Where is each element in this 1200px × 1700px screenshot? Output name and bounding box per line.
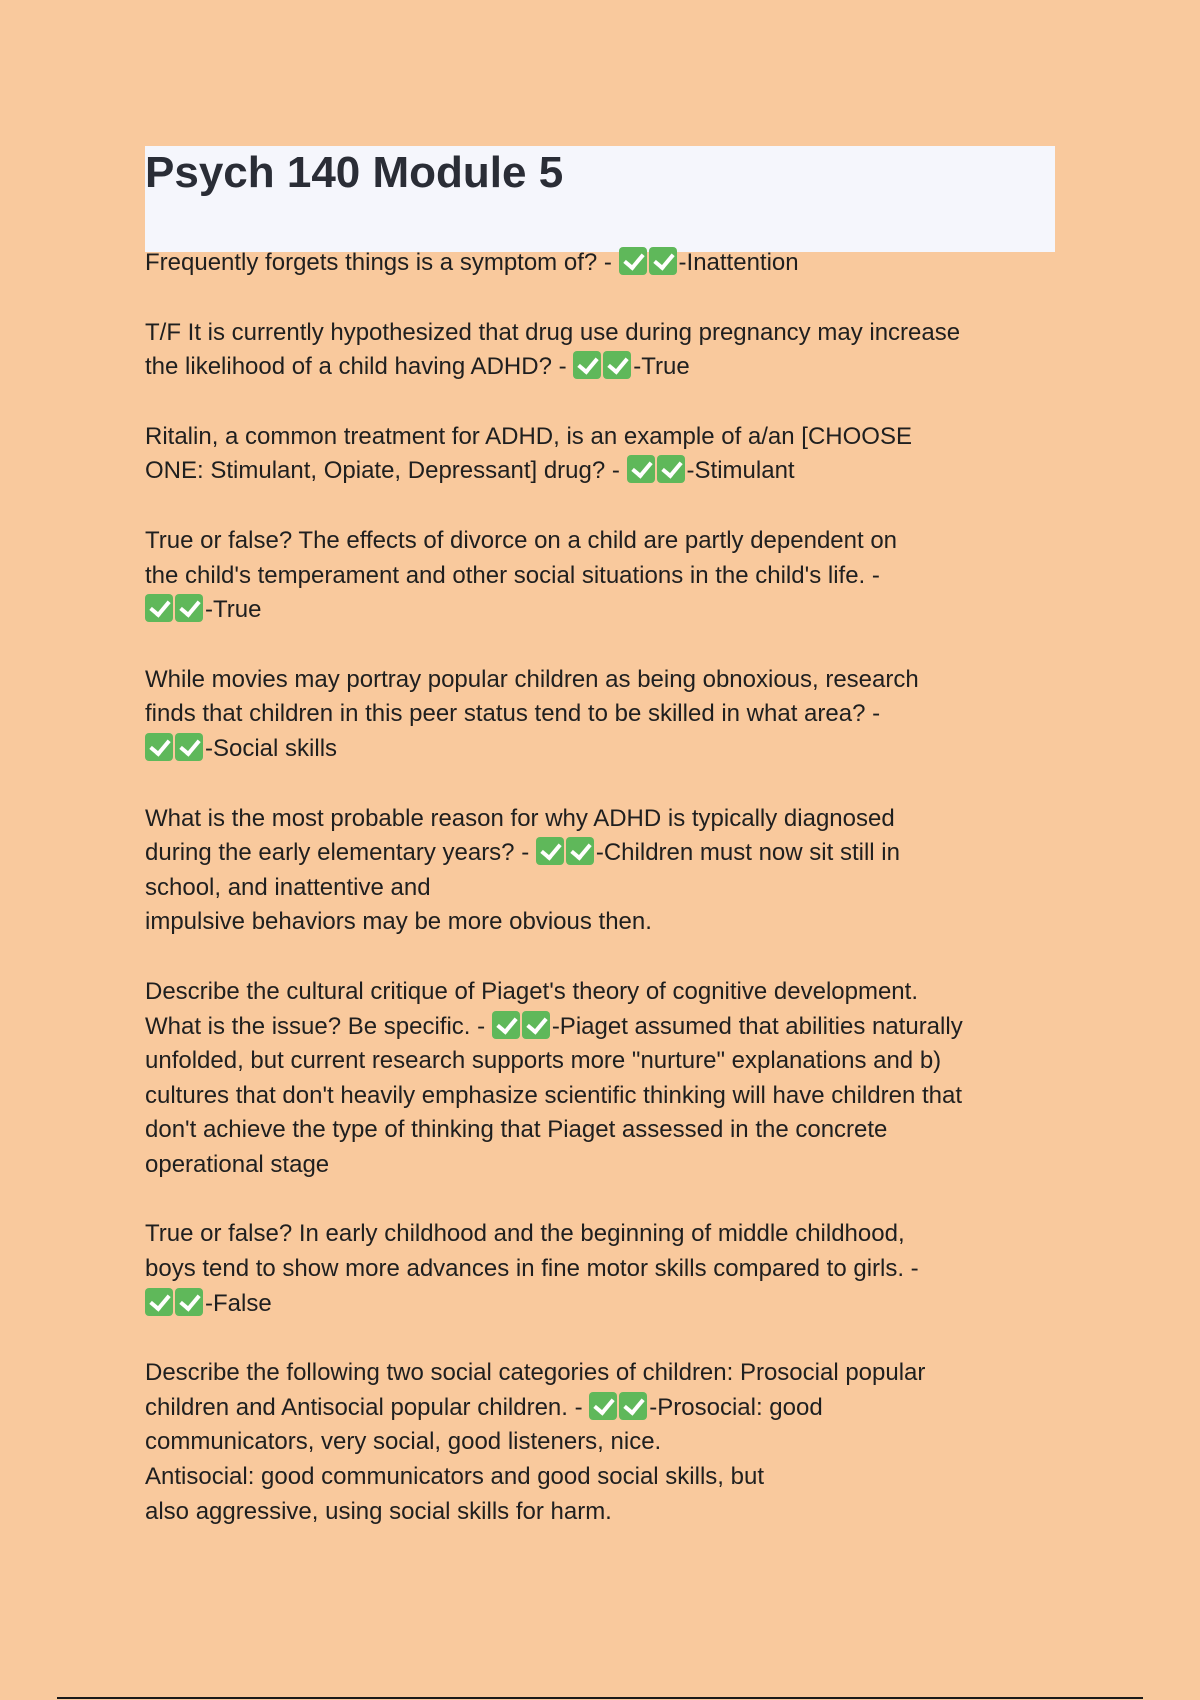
answer-check-marks bbox=[145, 1290, 205, 1317]
check-mark-icon bbox=[175, 594, 203, 622]
question-text: Ritalin, a common treatment for ADHD, is an example of a/an [CHOOSE bbox=[145, 422, 912, 450]
question-text: impulsive behaviors may be more obvious then. bbox=[145, 908, 652, 936]
question-item bbox=[145, 1356, 1055, 1529]
answer-text: -Social skills bbox=[205, 734, 338, 762]
check-mark-icon bbox=[145, 1288, 173, 1316]
check-mark-icon bbox=[145, 733, 173, 761]
question-line bbox=[145, 732, 1055, 767]
question-item bbox=[145, 316, 1055, 385]
check-mark-icon bbox=[619, 1392, 647, 1420]
question-line bbox=[145, 350, 1055, 385]
check-mark-icon bbox=[649, 247, 677, 275]
question-text: the child's temperament and other social situations in the child's life. - bbox=[145, 561, 880, 589]
check-mark-icon bbox=[175, 733, 203, 761]
answer-check-marks bbox=[145, 596, 205, 623]
question-line bbox=[145, 1391, 1055, 1426]
question-text: Frequently forgets things is a symptom of? - bbox=[145, 249, 619, 276]
question-text: While movies may portray popular children as being obnoxious, research bbox=[145, 665, 919, 693]
question-text: True or false? In early childhood and the beginning of middle childhood, bbox=[145, 1220, 905, 1248]
question-text: school, and inattentive and bbox=[145, 873, 431, 901]
question-line bbox=[145, 316, 1055, 351]
question-line bbox=[145, 593, 1055, 628]
question-line bbox=[145, 1113, 1055, 1148]
answer-text: -Stimulant bbox=[686, 457, 795, 485]
check-mark-icon bbox=[522, 1011, 550, 1039]
question-line bbox=[145, 802, 1055, 837]
question-text: T/F It is currently hypothesized that drug use during pregnancy may increase bbox=[145, 318, 961, 346]
page-title: Psych 140 Module 5 bbox=[145, 148, 564, 197]
answer-text: -True bbox=[205, 596, 262, 624]
question-line bbox=[145, 1425, 1055, 1460]
question-line bbox=[145, 1079, 1055, 1114]
question-line bbox=[145, 454, 1055, 489]
question-line bbox=[145, 905, 1055, 940]
answer-text: -True bbox=[633, 353, 690, 381]
answer-check-marks bbox=[145, 735, 205, 762]
answer-text: -Prosocial: good bbox=[649, 1393, 823, 1421]
question-item bbox=[145, 420, 1055, 489]
check-mark-icon bbox=[657, 455, 685, 483]
question-line bbox=[145, 975, 1055, 1010]
answer-check-marks bbox=[536, 839, 596, 866]
question-line bbox=[145, 420, 1055, 455]
question-line bbox=[145, 1287, 1055, 1322]
question-line bbox=[145, 871, 1055, 906]
question-line bbox=[145, 559, 1055, 594]
check-mark-icon bbox=[627, 455, 655, 483]
question-text: boys tend to show more advances in fine motor skills compared to girls. - bbox=[145, 1255, 919, 1283]
check-mark-icon bbox=[536, 837, 564, 865]
question-text: True or false? The effects of divorce on a child are partly dependent on bbox=[145, 526, 898, 554]
question-text: ONE: Stimulant, Opiate, Depressant] drug? - bbox=[145, 457, 627, 485]
answer-text: -Children must now sit still in bbox=[595, 839, 900, 867]
question-line bbox=[145, 1010, 1055, 1045]
answer-check-marks bbox=[619, 249, 679, 276]
question-text: Describe the following two social categories of children: Prosocial popular bbox=[145, 1359, 926, 1387]
question-line bbox=[145, 1044, 1055, 1079]
check-mark-icon bbox=[589, 1392, 617, 1420]
answer-text: -Inattention bbox=[678, 249, 799, 276]
question-text: communicators, very social, good listeners, nice. bbox=[145, 1428, 662, 1456]
answer-text: -Piaget assumed that abilities naturally bbox=[551, 1012, 963, 1040]
check-mark-icon bbox=[492, 1011, 520, 1039]
question-item bbox=[145, 246, 1055, 281]
question-line bbox=[145, 663, 1055, 698]
question-item bbox=[145, 663, 1055, 767]
question-item bbox=[145, 802, 1055, 940]
question-text: don't achieve the type of thinking that Piaget assessed in the concrete bbox=[145, 1116, 888, 1144]
question-text: during the early elementary years? - bbox=[145, 839, 536, 867]
question-item bbox=[145, 975, 1055, 1183]
question-line bbox=[145, 524, 1055, 559]
question-line bbox=[145, 1217, 1055, 1252]
question-text: the likelihood of a child having ADHD? - bbox=[145, 353, 574, 381]
question-line bbox=[145, 1356, 1055, 1391]
question-text: cultures that don't heavily emphasize scientific thinking will have children that bbox=[145, 1081, 963, 1109]
question-item bbox=[145, 524, 1055, 628]
question-item bbox=[145, 1217, 1055, 1321]
question-line bbox=[145, 1148, 1055, 1183]
question-text: finds that children in this peer status tend to be skilled in what area? - bbox=[145, 700, 881, 728]
question-text: Describe the cultural critique of Piaget's theory of cognitive development. bbox=[145, 977, 918, 1005]
check-mark-icon bbox=[603, 351, 631, 379]
answer-check-marks bbox=[492, 1013, 552, 1040]
check-mark-icon bbox=[175, 1288, 203, 1316]
question-text: unfolded, but current research supports more "nurture" explanations and b) bbox=[145, 1047, 942, 1075]
question-text: children and Antisocial popular children. - bbox=[145, 1393, 590, 1421]
check-mark-icon bbox=[619, 247, 647, 275]
question-line bbox=[145, 836, 1055, 871]
footer-divider bbox=[57, 1697, 1143, 1699]
question-text: What is the most probable reason for why ADHD is typically diagnosed bbox=[145, 804, 895, 832]
answer-check-marks bbox=[589, 1394, 649, 1421]
answer-check-marks bbox=[573, 353, 633, 380]
question-line bbox=[145, 246, 1055, 281]
question-text: also aggressive, using social skills for harm. bbox=[145, 1497, 612, 1525]
answer-text: -False bbox=[205, 1289, 272, 1317]
check-mark-icon bbox=[145, 594, 173, 622]
question-line bbox=[145, 1460, 1055, 1495]
question-text: operational stage bbox=[145, 1150, 330, 1178]
question-list bbox=[145, 246, 1055, 1564]
question-line bbox=[145, 1495, 1055, 1530]
question-text: What is the issue? Be specific. - bbox=[145, 1012, 492, 1040]
question-line bbox=[145, 697, 1055, 732]
check-mark-icon bbox=[573, 351, 601, 379]
question-text: Antisocial: good communicators and good social skills, but bbox=[145, 1463, 764, 1491]
question-line bbox=[145, 1252, 1055, 1287]
answer-check-marks bbox=[627, 457, 687, 484]
check-mark-icon bbox=[566, 837, 594, 865]
